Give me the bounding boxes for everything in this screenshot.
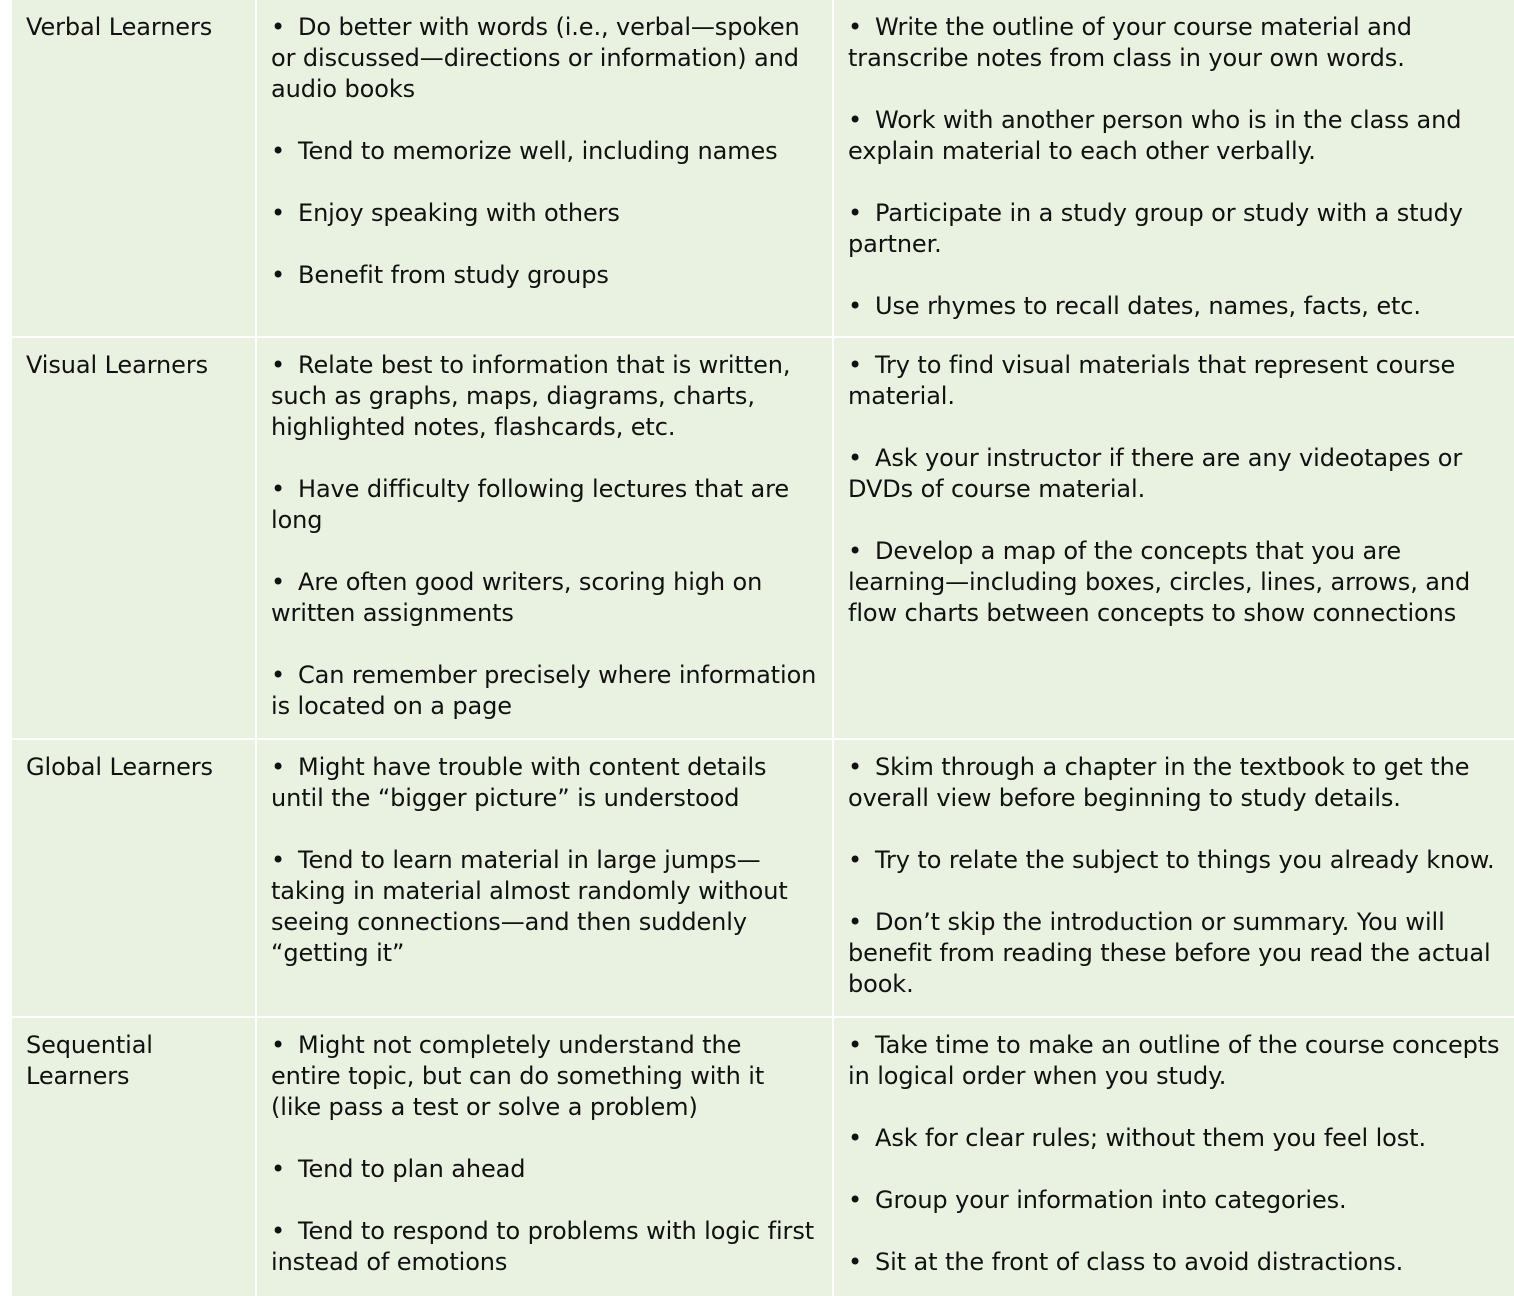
bullet-icon: • <box>848 1124 863 1152</box>
bullet-icon: • <box>848 106 863 134</box>
learner-type-cell <box>12 0 255 336</box>
strategies-cell <box>834 0 1514 336</box>
trait-item: • Tend to learn material in large jumps—taking in material almost randomly without seeing connections—and then suddenly “getting it” <box>271 846 788 967</box>
strategy-item: • Sit at the front of class to avoid distractions. <box>848 1248 1404 1276</box>
trait-item: • Relate best to information that is written, such as graphs, maps, diagrams, charts, highlighted notes, flashcards, etc. <box>271 351 791 441</box>
bullet-icon: • <box>271 661 286 689</box>
bullet-icon: • <box>271 1031 286 1059</box>
bullet-icon: • <box>271 846 286 874</box>
bullet-icon: • <box>848 846 863 874</box>
strategy-item: • Participate in a study group or study with a study partner. <box>848 199 1463 258</box>
trait-item: • Might have trouble with content details until the “bigger picture” is understood <box>271 753 767 812</box>
table-row <box>12 0 1514 336</box>
bullet-icon: • <box>848 292 863 320</box>
bullet-icon: • <box>848 1186 863 1214</box>
bullet-icon: • <box>271 1217 286 1245</box>
traits-cell <box>257 1018 832 1296</box>
strategy-item: • Group your information into categories. <box>848 1186 1347 1214</box>
bullet-icon: • <box>271 261 286 289</box>
trait-item: • Enjoy speaking with others <box>271 199 620 227</box>
strategy-item: • Take time to make an outline of the course concepts in logical order when you study. <box>848 1031 1500 1090</box>
bullet-icon: • <box>271 351 286 379</box>
strategies-cell <box>834 338 1514 738</box>
table-row <box>12 740 1514 1016</box>
trait-item: • Tend to plan ahead <box>271 1155 526 1183</box>
bullet-icon: • <box>848 444 863 472</box>
bullet-icon: • <box>848 351 863 379</box>
bullet-icon: • <box>271 568 286 596</box>
bullet-icon: • <box>848 1031 863 1059</box>
strategy-item: • Develop a map of the concepts that you are learning—including boxes, circles, lines, arrows, and flow charts between concepts to show connections <box>848 537 1471 627</box>
strategy-item: • Skim through a chapter in the textbook to get the overall view before beginning to study details. <box>848 753 1470 812</box>
trait-item: • Might not completely understand the entire topic, but can do something with it (like pass a test or solve a problem) <box>271 1031 765 1121</box>
trait-item: • Tend to respond to problems with logic first instead of emotions <box>271 1217 815 1276</box>
learner-type-cell <box>12 740 255 1016</box>
table-row <box>12 1018 1514 1296</box>
learner-type-label: Global Learners <box>26 753 213 781</box>
strategy-item: • Write the outline of your course material and transcribe notes from class in your own words. <box>848 13 1412 72</box>
bullet-icon: • <box>848 537 863 565</box>
bullet-icon: • <box>848 199 863 227</box>
trait-item: • Tend to memorize well, including names <box>271 137 778 165</box>
trait-item: • Are often good writers, scoring high on written assignments <box>271 568 763 627</box>
bullet-icon: • <box>848 753 863 781</box>
bullet-icon: • <box>271 753 286 781</box>
traits-cell <box>257 740 832 1016</box>
trait-item: • Have difficulty following lectures that are long <box>271 475 790 534</box>
traits-cell <box>257 338 832 738</box>
strategy-item: • Ask your instructor if there are any videotapes or DVDs of course material. <box>848 444 1463 503</box>
bullet-icon: • <box>848 908 863 936</box>
bullet-icon: • <box>271 1155 286 1183</box>
bullet-icon: • <box>271 13 286 41</box>
learner-type-cell <box>12 1018 255 1296</box>
strategy-item: • Try to relate the subject to things you already know. <box>848 846 1495 874</box>
bullet-icon: • <box>271 475 286 503</box>
strategy-item: • Work with another person who is in the class and explain material to each other verbally. <box>848 106 1462 165</box>
strategy-item: • Don’t skip the introduction or summary. You will benefit from reading these before you read the actual book. <box>848 908 1491 998</box>
learner-type-label: Visual Learners <box>26 351 208 379</box>
bullet-icon: • <box>271 199 286 227</box>
strategies-cell <box>834 1018 1514 1296</box>
strategy-item: • Try to find visual materials that represent course material. <box>848 351 1456 410</box>
traits-cell <box>257 0 832 336</box>
table-row <box>12 338 1514 738</box>
bullet-icon: • <box>848 13 863 41</box>
bullet-icon: • <box>848 1248 863 1276</box>
learner-type-label: Sequential Learners <box>26 1031 153 1090</box>
strategy-item: • Use rhymes to recall dates, names, facts, etc. <box>848 292 1421 320</box>
trait-item: • Do better with words (i.e., verbal—spoken or discussed—directions or information) and audio books <box>271 13 800 103</box>
learner-type-label: Verbal Learners <box>26 13 213 41</box>
trait-item: • Benefit from study groups <box>271 261 609 289</box>
trait-item: • Can remember precisely where information is located on a page <box>271 661 817 720</box>
learner-type-cell <box>12 338 255 738</box>
strategy-item: • Ask for clear rules; without them you feel lost. <box>848 1124 1426 1152</box>
bullet-icon: • <box>271 137 286 165</box>
strategies-cell <box>834 740 1514 1016</box>
